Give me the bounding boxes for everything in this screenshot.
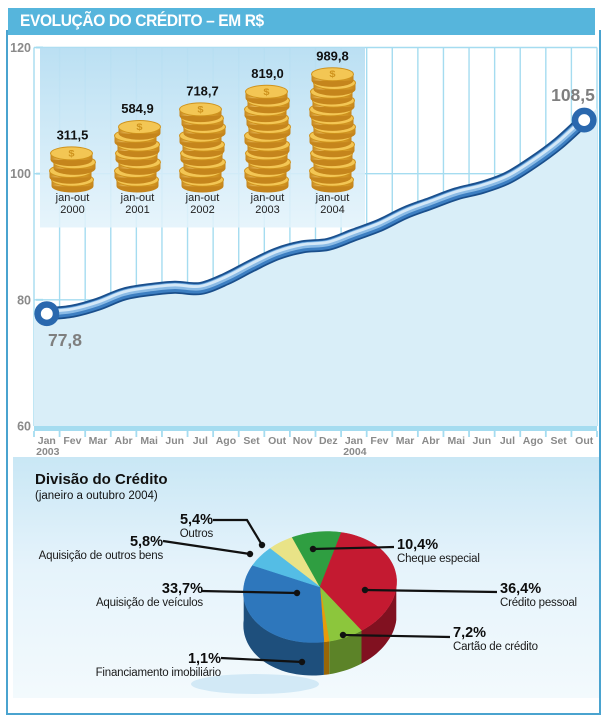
month-label: Mar <box>88 435 108 447</box>
pie-label-cr-dito-pessoal <box>500 581 577 610</box>
month-label: Set <box>550 435 567 447</box>
pie-callout-line <box>163 541 250 554</box>
page-title: EVOLUÇÃO DO CRÉDITO – EM R$ <box>20 12 264 30</box>
pie-category-label: Crédito pessoal <box>500 597 577 610</box>
pie-category-label: Cartão de crédito <box>453 641 538 654</box>
pie-pct-label: 5,4% <box>179 512 213 528</box>
coin-category-year: 2003 <box>255 204 280 216</box>
pie-callout-dot <box>340 632 346 638</box>
coin-stack <box>245 85 291 192</box>
pie-callout-dot <box>299 659 305 665</box>
month-label: Ago <box>215 435 237 447</box>
point-label-end: 108,5 <box>551 85 595 105</box>
pie-category-label: Cheque especial <box>397 553 480 566</box>
coin-category-label: jan-out <box>120 192 155 204</box>
month-label: Nov <box>292 435 313 447</box>
pie-label-cart-o-de-cr-dito <box>453 625 538 654</box>
coin-category-label: jan-out <box>315 192 350 204</box>
month-label: Abr <box>114 435 133 447</box>
pie-callout-dot <box>362 587 368 593</box>
month-label: Ago <box>522 435 544 447</box>
pie-label-outros <box>180 512 213 541</box>
year-label: 2003 <box>36 446 60 457</box>
pie-pct-label: 5,8% <box>129 534 163 550</box>
month-label: Jul <box>192 435 208 447</box>
coin-stack <box>180 103 226 193</box>
month-label: Jan <box>344 435 363 447</box>
pie-label-financiamento-imobili-rio <box>96 651 221 680</box>
coin-dollar-glyph: $ <box>136 122 143 133</box>
pie-pct-label: 7,2% <box>453 625 487 641</box>
coin-value-label: 311,5 <box>56 127 89 143</box>
coin-stack <box>115 121 161 193</box>
pie-panel-credit-division <box>13 457 599 698</box>
pie-callout-dot <box>294 590 300 596</box>
pie-callout-dot <box>247 551 253 557</box>
month-label: Jun <box>165 435 185 447</box>
month-label: Jan <box>37 435 56 447</box>
pie-pct-label: 33,7% <box>161 581 203 597</box>
month-label: Set <box>243 435 260 447</box>
line-end-marker <box>38 305 56 323</box>
pie-category-label: Aquisição de veículos <box>95 597 203 610</box>
month-label: Mai <box>447 435 466 447</box>
pie-label-aquisi-o-de-ve-culos <box>96 581 203 610</box>
pie-category-label: Aquisição de outros bens <box>38 550 163 563</box>
pie-category-label: Outros <box>179 528 213 541</box>
coin-stack <box>50 147 96 193</box>
coin-category-label: jan-out <box>55 192 90 204</box>
coin-dollar-glyph: $ <box>68 149 75 160</box>
coin-dollar-glyph: $ <box>263 87 270 98</box>
line-end-marker <box>575 111 593 129</box>
pie-slice-side <box>324 641 329 675</box>
month-label: Out <box>575 435 594 447</box>
coin-stack <box>310 68 356 193</box>
month-label: Mai <box>140 435 158 447</box>
coin-category-year: 2004 <box>320 204 345 216</box>
pie-label-aquisi-o-de-outros-bens <box>39 534 163 563</box>
coin-category-year: 2000 <box>60 204 85 216</box>
pie-pct-label: 10,4% <box>397 537 439 553</box>
coin-value-label: 989,8 <box>316 48 349 64</box>
month-label: Out <box>268 435 287 447</box>
pie-callout-dot <box>310 546 316 552</box>
month-label: Fev <box>370 435 389 447</box>
month-label: Jun <box>472 435 492 447</box>
coin-value-label: 718,7 <box>186 83 219 99</box>
coin-value-label: 819,0 <box>251 66 284 81</box>
pie-subtitle: (janeiro a outubro 2004) <box>35 490 158 502</box>
y-axis-label: 100 <box>10 167 31 182</box>
coin-category-label: jan-out <box>185 192 220 204</box>
month-label: Jul <box>499 435 516 447</box>
y-axis-label: 80 <box>17 293 31 308</box>
coin-dollar-glyph: $ <box>197 105 204 116</box>
pie-label-cheque-especial <box>397 537 480 566</box>
x-axis-bar <box>34 426 597 431</box>
y-axis-label: 60 <box>17 419 31 434</box>
coin-value-label: 584,9 <box>121 101 154 117</box>
pie-category-label: Financiamento imobiliário <box>95 667 221 680</box>
month-label: Dez <box>318 435 338 447</box>
pie-pct-label: 36,4% <box>500 581 542 597</box>
coin-dollar-glyph: $ <box>329 70 336 80</box>
month-label: Abr <box>421 435 440 447</box>
coin-category-year: 2001 <box>125 204 150 216</box>
pie-callout-line <box>213 520 262 545</box>
month-label: Mar <box>395 435 415 447</box>
pie-callout-dot <box>259 542 265 548</box>
month-label: Fev <box>63 435 82 447</box>
coin-category-year: 2002 <box>190 204 215 216</box>
year-label: 2004 <box>343 446 367 457</box>
pie-title: Divisão do Crédito <box>35 471 168 488</box>
coin-category-label: jan-out <box>250 192 285 204</box>
pie-pct-label: 1,1% <box>187 651 221 667</box>
point-label-start: 77,8 <box>47 330 83 350</box>
y-axis-label: 120 <box>10 41 31 55</box>
